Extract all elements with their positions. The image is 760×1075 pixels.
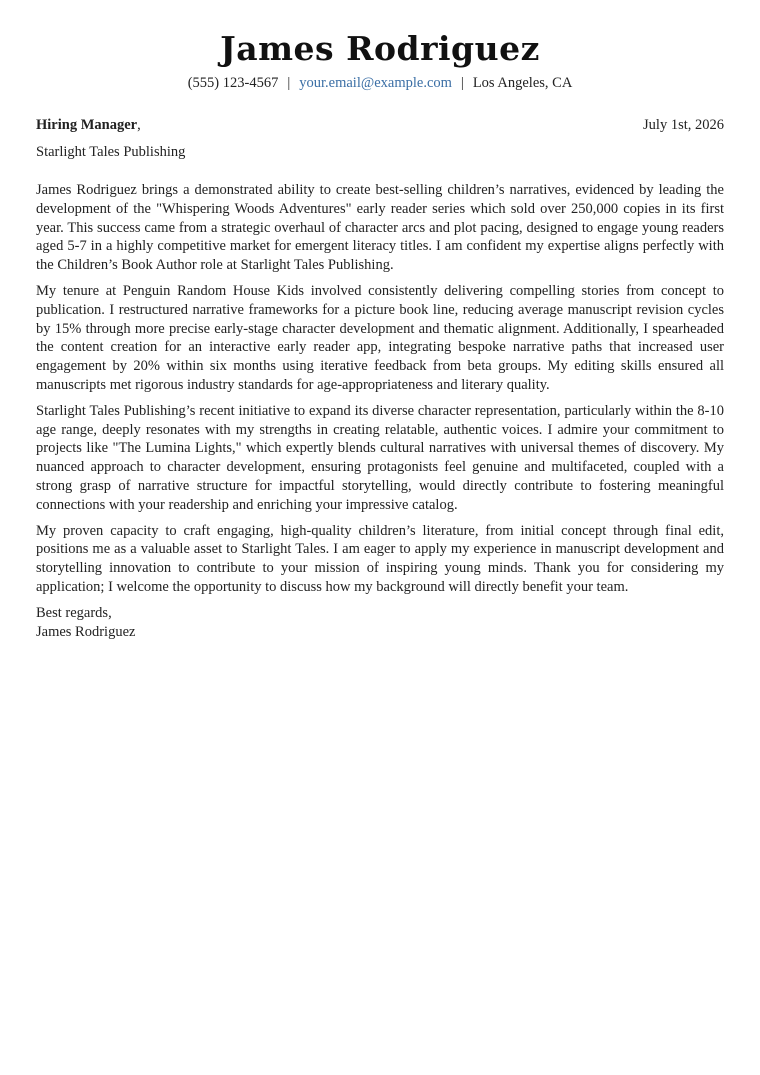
- separator: |: [460, 75, 464, 91]
- email-link[interactable]: your.email@example.com: [299, 75, 452, 91]
- company-name: Starlight Tales Publishing: [36, 144, 186, 160]
- signature-name: James Rodriguez: [36, 623, 136, 640]
- applicant-name: James Rodriguez: [220, 29, 540, 68]
- separator: |: [287, 75, 291, 91]
- letter-date: July 1st, 2026: [643, 117, 724, 133]
- paragraph: Starlight Tales Publishing’s recent initiative to expand its diverse character representation, particularly within the 8-10 age range, deeply resonates with my strengths in creating relatable, authentic voices. I admire your commitment to projects like "The Lumina Lights," which expertly blends cultural narratives with universal themes of discovery. My nuanced approach to character development, ensuring protagonists feel genuine and multifaceted, coupled with a strong grasp of narrative structure for impactful storytelling, would directly contribute to fostering meaningful connections with your readership and enriching your impressive catalog.: [36, 402, 724, 513]
- contact-line: [36, 74, 724, 92]
- phone-number: (555) 123-4567: [187, 75, 279, 91]
- closing-block: [36, 604, 724, 642]
- paragraph: My tenure at Penguin Random House Kids involved consistently delivering compelling stories from concept to publication. I restructured narrative frameworks for a picture book line, reducing average manuscript revision cycles by 15% through more precise early-stage character development and thematic alignment. Additionally, I spearheaded the content creation for an interactive early reader app, integrating bespoke narrative paths that increased user engagement by 20% within six months using iterative feedback from beta groups. My editing skills ensured all manuscripts met rigorous industry standards for age-appropriateness and literary quality.: [36, 282, 724, 393]
- letter-body: [36, 181, 724, 597]
- location: Los Angeles, CA: [472, 75, 573, 91]
- recipient: [36, 116, 141, 134]
- recipient-date-row: [36, 116, 724, 134]
- closing-phrase: Best regards,: [36, 604, 112, 621]
- recipient-punctuation: ,: [137, 117, 141, 133]
- paragraph: James Rodriguez brings a demonstrated ability to create best-selling children’s narratives, evidenced by leading the development of the "Whispering Woods Adventures" early reader series which sold over 250,000 copies in its first year. This success came from a strategic overhaul of character arcs and plot pacing, designed to engage young readers aged 5-7 in a highly competitive market for emergent literacy titles. I am confident my expertise aligns perfectly with the Children’s Book Author role at Starlight Tales Publishing.: [36, 182, 724, 274]
- paragraph: My proven capacity to craft engaging, high-quality children’s literature, from initial concept through final edit, positions me as a valuable asset to Starlight Tales. I am eager to apply my experience in manuscript development and storytelling innovation to contribute to your mission of inspiring young minds. Thank you for considering my application; I welcome the opportunity to discuss how my background will directly benefit your team.: [36, 522, 724, 595]
- recipient-name: Hiring Manager: [36, 117, 138, 133]
